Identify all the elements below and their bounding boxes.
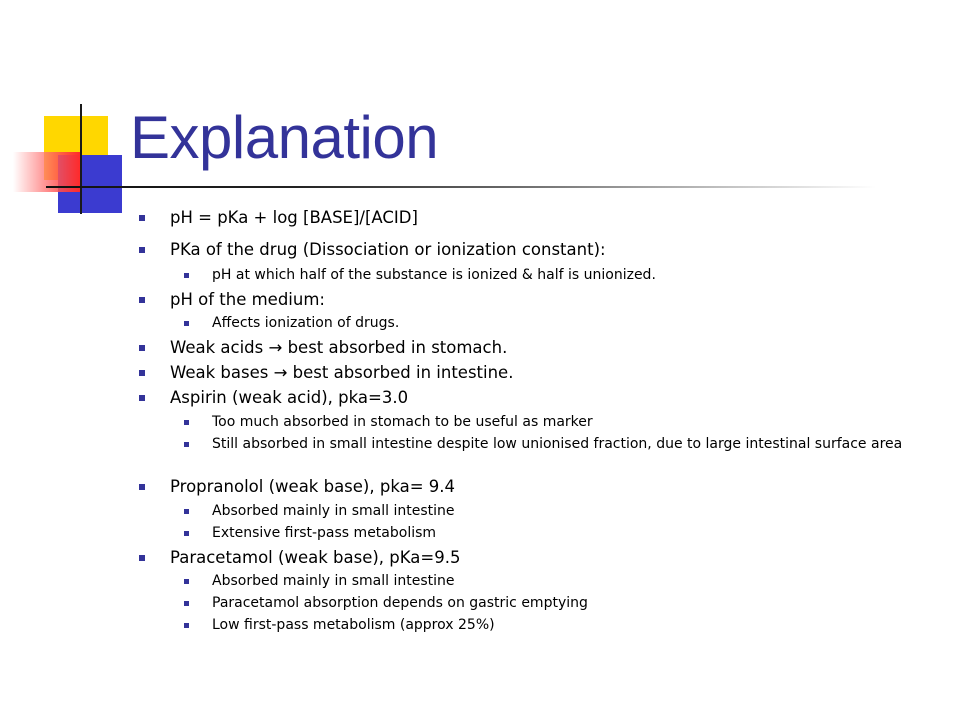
bullet-level2: Still absorbed in small intestine despite low unionised fraction, due to large intestinal surface area: [212, 436, 922, 453]
bullet-level2: Paracetamol absorption depends on gastric emptying: [212, 595, 922, 612]
bullet-level1: Propranolol (weak base), pka= 9.4: [170, 477, 930, 497]
bullet-level1: pH of the medium:: [170, 290, 930, 310]
bullet-level1: PKa of the drug (Dissociation or ionization constant):: [170, 240, 930, 260]
bullet-level1: pH = pKa + log [BASE]/[ACID]: [170, 208, 930, 228]
bullet-level2: Absorbed mainly in small intestine: [212, 503, 922, 520]
bullet-level2: Absorbed mainly in small intestine: [212, 573, 922, 590]
bullet-level1: Aspirin (weak acid), pka=3.0: [170, 388, 930, 408]
bullet-level1: Weak bases → best absorbed in intestine.: [170, 363, 930, 383]
bullet-level2: Extensive first-pass metabolism: [212, 525, 922, 542]
bullet-level1: Paracetamol (weak base), pKa=9.5: [170, 548, 930, 568]
bullet-level2: Too much absorbed in stomach to be useful as marker: [212, 414, 922, 431]
bullet-level2: pH at which half of the substance is ionized & half is unionized.: [212, 267, 922, 284]
slide-title: Explanation: [130, 104, 439, 171]
bullet-level1: Weak acids → best absorbed in stomach.: [170, 338, 930, 358]
bullet-level2: Low first-pass metabolism (approx 25%): [212, 617, 922, 634]
bullet-level2: Affects ionization of drugs.: [212, 315, 922, 332]
